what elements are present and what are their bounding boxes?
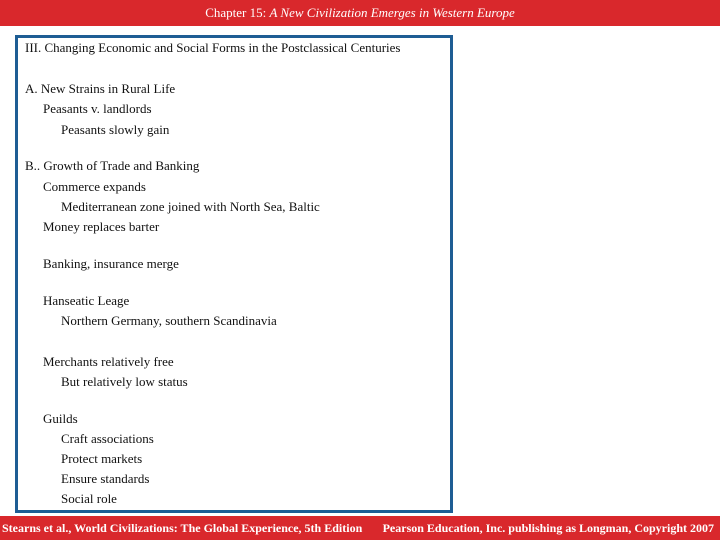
outline-item: B.. Growth of Trade and Banking [25, 158, 200, 173]
outline-item: Craft associations [61, 431, 154, 446]
outline-item: Banking, insurance merge [43, 256, 179, 271]
outline-item: Social role [61, 491, 117, 506]
outline-item: But relatively low status [61, 374, 188, 389]
slide-header [0, 0, 720, 26]
outline-item: Guilds [43, 411, 78, 426]
outline-item: Merchants relatively free [43, 354, 174, 369]
outline-item: Peasants v. landlords [43, 101, 152, 116]
outline-item: Protect markets [61, 451, 143, 466]
footer-citation: Stearns et al., World Civilizations: The Global Experience, 5th Edition [2, 521, 363, 535]
section-heading: III. Changing Economic and Social Forms in the Postclassical Centuries [25, 40, 401, 55]
outline-item: Commerce expands [43, 179, 146, 194]
outline-item: Peasants slowly gain [61, 122, 170, 137]
outline-item: Hanseatic Leage [43, 293, 130, 308]
outline-item: Ensure standards [61, 471, 150, 486]
outline-item: Money replaces barter [43, 219, 160, 234]
outline-item: Mediterranean zone joined with North Sea, Baltic [61, 199, 320, 214]
chapter-prefix: Chapter 15: [205, 5, 270, 20]
outline-item: Northern Germany, southern Scandinavia [61, 313, 277, 328]
footer-copyright: Pearson Education, Inc. publishing as Longman, Copyright 2007 [382, 521, 714, 535]
chapter-title: A New Civilization Emerges in Western Europe [269, 5, 515, 20]
slide-footer [0, 516, 720, 540]
outline-item: A. New Strains in Rural Life [25, 81, 176, 96]
